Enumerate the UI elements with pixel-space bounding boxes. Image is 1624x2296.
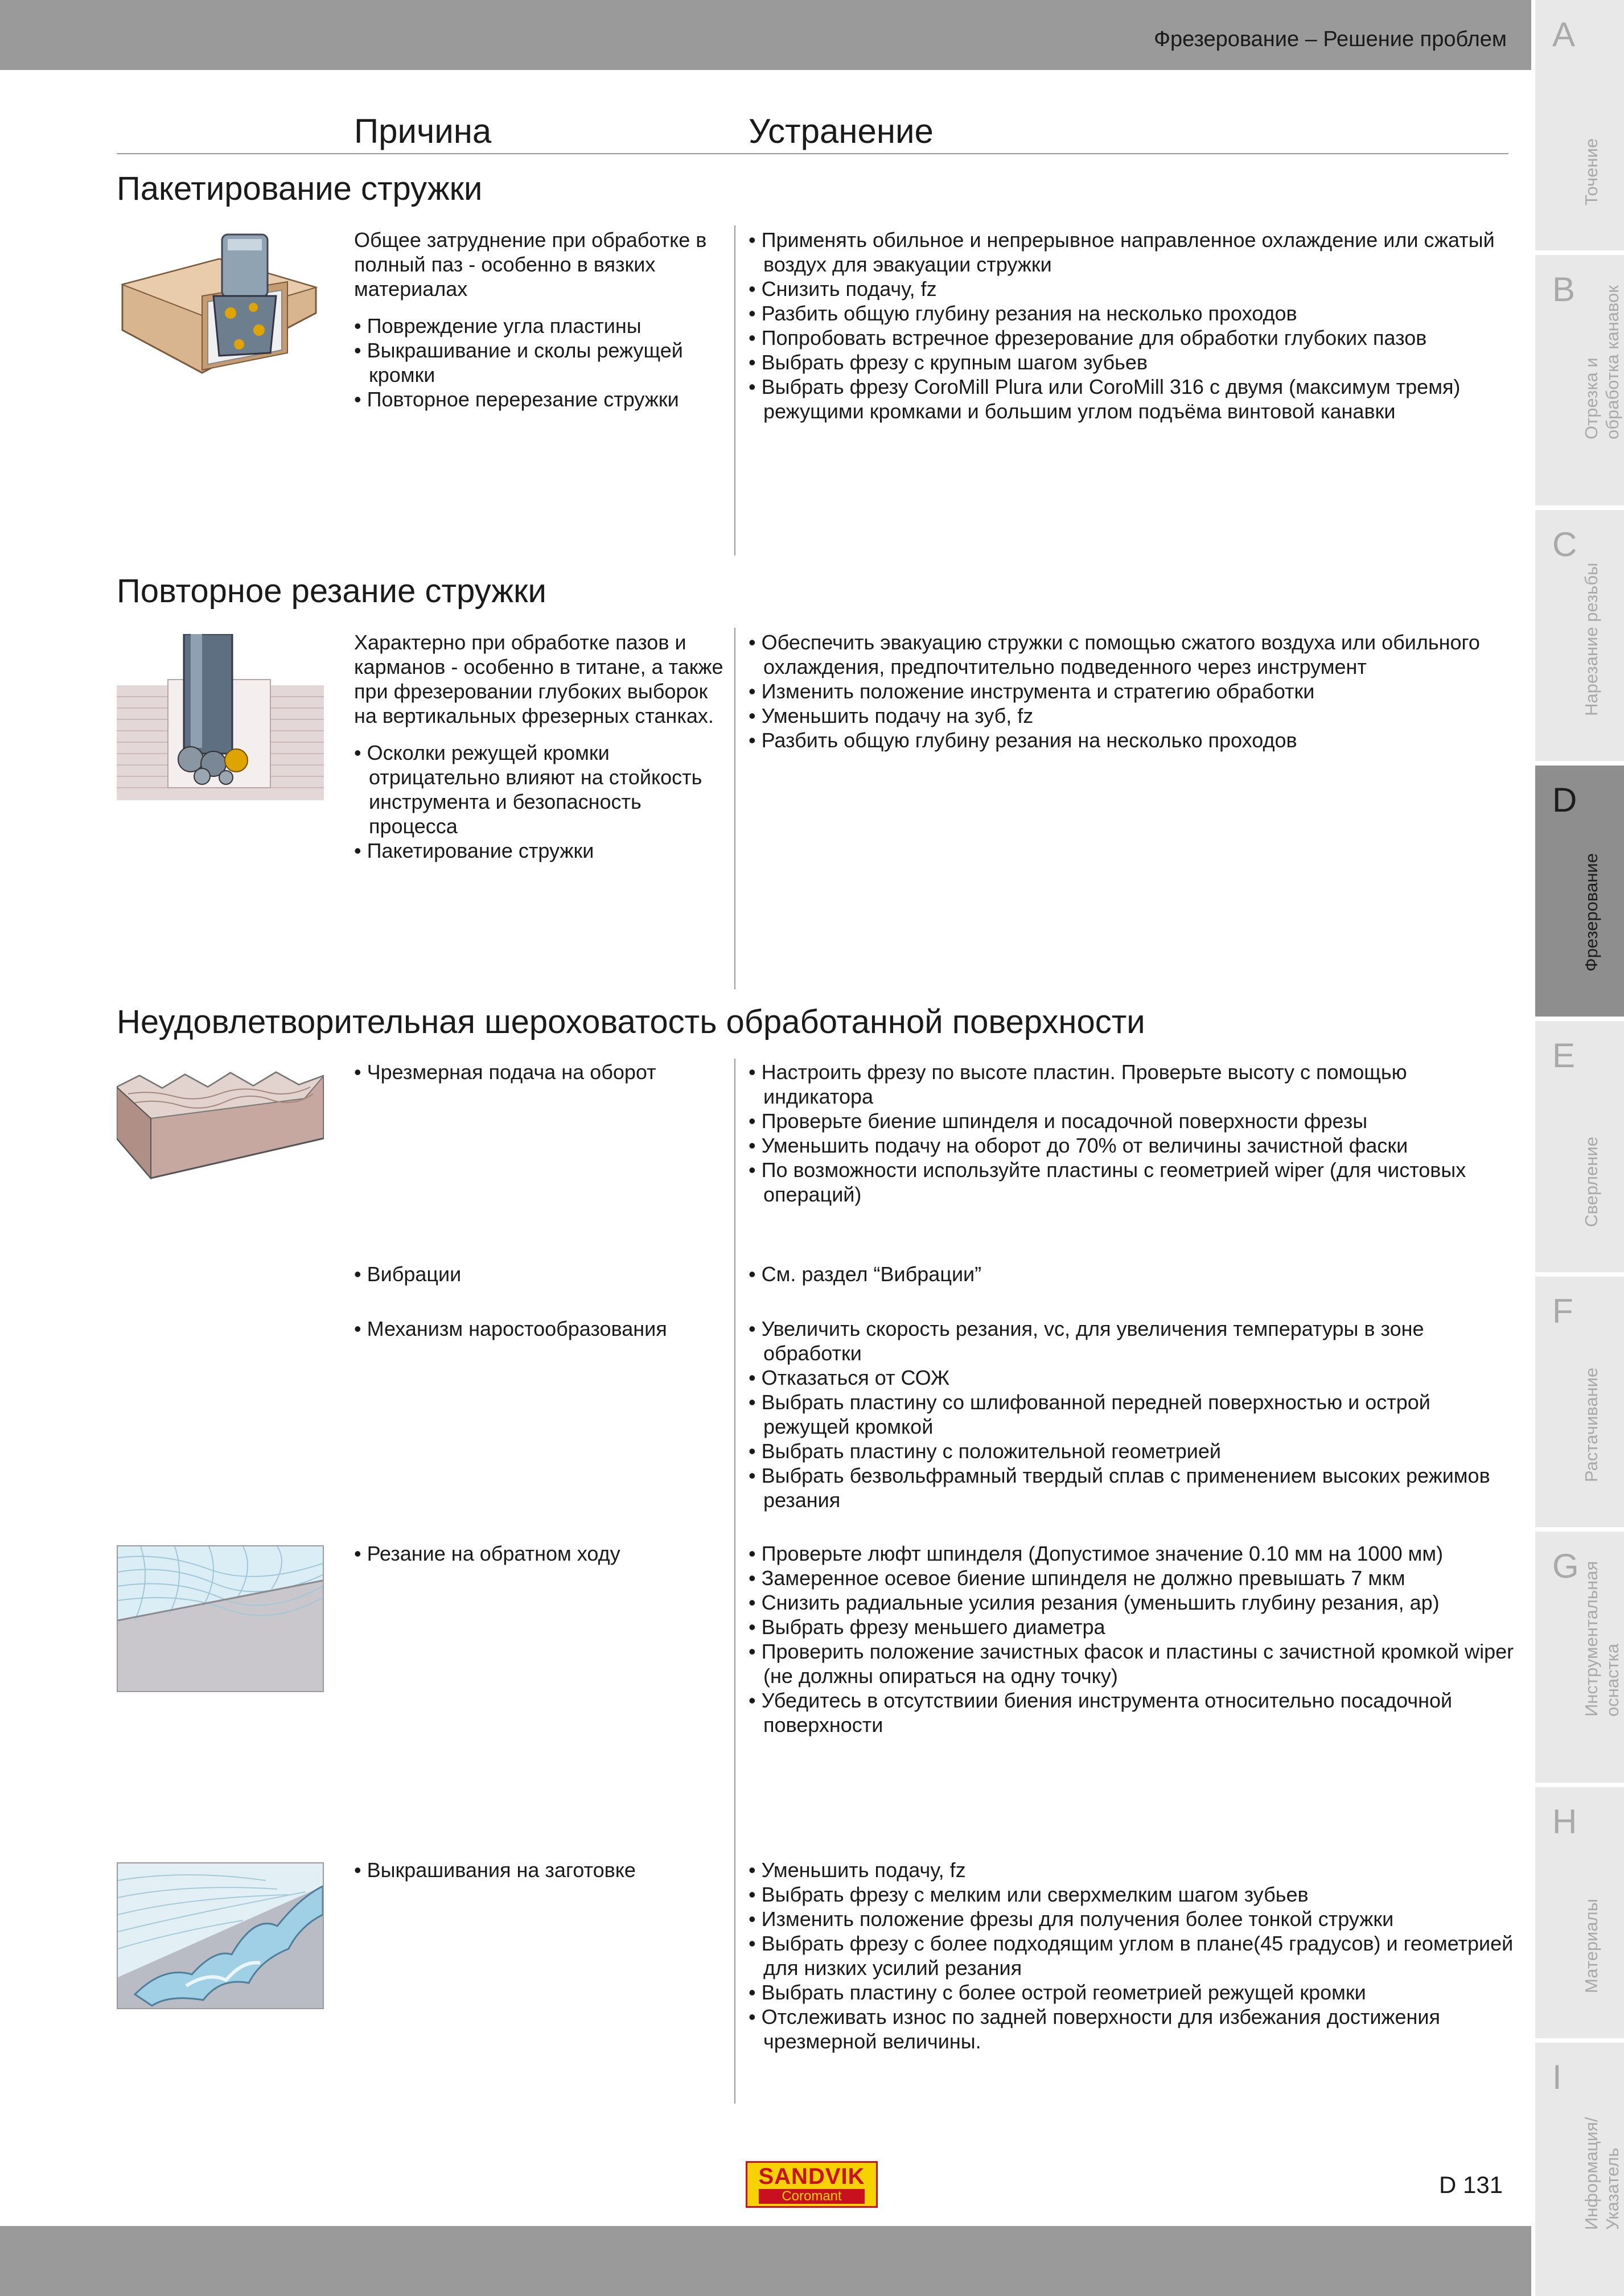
remedy-block	[749, 228, 1514, 423]
cause-bullets	[354, 1858, 724, 1882]
list-item: • Проверить положение зачистных фасок и пластины с зачистной кромкой wiper (не должны опираться на одну точку)	[749, 1639, 1514, 1688]
list-item: • По возможности используйте пластины с геометрией wiper (для чистовых операций)	[749, 1158, 1514, 1207]
sandvik-coromant-logo	[746, 2161, 878, 2208]
side-tab-label: Материалы	[1581, 1899, 1601, 1993]
header-divider	[117, 153, 1508, 154]
list-item: • Выбрать фрезу CoroMill Plura или CoroMill 316 с двумя (максимум тремя) режущими кромками и большим углом подъёма винтовой канавки	[749, 375, 1514, 423]
remedy-block	[749, 1316, 1514, 1512]
footer-bar	[0, 2226, 1531, 2296]
list-item: • Отказаться от СОЖ	[749, 1365, 1514, 1390]
list-item: • Убедитесь в отсутствиии биения инструмента относительно посадочной поверхности	[749, 1688, 1514, 1737]
list-item: • Выбрать пластину с положительной геометрией	[749, 1439, 1514, 1463]
list-item: • Проверьте люфт шпинделя (Допустимое значение 0.10 мм на 1000 мм)	[749, 1541, 1514, 1566]
list-item: • Выкрашивания на заготовке	[354, 1858, 724, 1882]
side-tab-h[interactable]	[1535, 1787, 1624, 2038]
chip-jamming-image	[117, 228, 324, 377]
side-tab-label: Информация/ Указатель	[1581, 2117, 1622, 2230]
cause-block	[354, 1541, 724, 1566]
side-tab-letter: F	[1552, 1292, 1573, 1330]
remedy-bullets	[749, 1316, 1514, 1512]
list-item: • Выкрашивание и сколы режущей кромки	[354, 338, 724, 387]
list-item: • Замеренное осевое биение шпинделя не должно превышать 7 мкм	[749, 1566, 1514, 1590]
list-item: • Снизить радиальные усилия резания (уменьшить глубину резания, ap)	[749, 1590, 1514, 1615]
list-item: • Выбрать пластину со шлифованной передней поверхностью и острой режущей кромкой	[749, 1390, 1514, 1439]
page-number: D 131	[1439, 2171, 1503, 2198]
remedy-bullets	[749, 1858, 1514, 2054]
cause-block	[354, 1316, 724, 1341]
side-tab-letter: C	[1552, 525, 1577, 563]
list-item: • Уменьшить подачу на оборот до 70% от величины зачистной фаски	[749, 1133, 1514, 1158]
side-tab-label: Инструментальная оснастка	[1581, 1561, 1622, 1717]
remedy-bullets	[749, 1262, 1514, 1286]
cause-description: Характерно при обработке пазов и карманов - особенно в титане, а также при фрезеровании глубоких выборок на вертикальных фрезерных станках.	[354, 631, 723, 727]
list-item: • Обеспечить эвакуацию стружки с помощью сжатого воздуха или обильного охлаждения, предпочтительно подведенного через инструмент	[749, 630, 1514, 679]
remedy-block	[749, 630, 1514, 752]
remedy-bullets	[749, 1541, 1514, 1737]
cause-block	[354, 1060, 724, 1084]
page-header-title: Фрезерование – Решение проблем	[1154, 27, 1507, 51]
column-divider	[734, 225, 735, 556]
list-item: • Снизить подачу, fz	[749, 277, 1514, 301]
cause-bullets	[354, 1316, 724, 1341]
logo-sub-text: Coromant	[759, 2189, 865, 2204]
side-tab-g[interactable]	[1535, 1532, 1624, 1783]
side-tab-label: Отрезка и обработка канавок	[1581, 285, 1622, 439]
list-item: • Повторное перерезание стружки	[354, 387, 724, 412]
side-tab-i[interactable]	[1535, 2043, 1624, 2296]
remedy-block	[749, 1541, 1514, 1737]
column-divider	[734, 628, 735, 989]
cause-block	[354, 228, 724, 412]
side-tab-d[interactable]	[1535, 766, 1624, 1017]
cause-bullets	[354, 1262, 724, 1286]
side-tab-letter: H	[1552, 1803, 1577, 1841]
section-title: Неудовлетворительная шероховатость обработанной поверхности	[117, 1003, 1145, 1040]
column-header-remedy: Устранение	[749, 112, 934, 150]
list-item: • Применять обильное и непрерывное направленное охлаждение или сжатый воздух для эвакуации стружки	[749, 228, 1514, 277]
list-item: • Механизм наростообразования	[354, 1316, 724, 1341]
list-item: • Разбить общую глубину резания на несколько проходов	[749, 728, 1514, 752]
side-tab-c[interactable]	[1535, 510, 1624, 761]
remedy-block	[749, 1262, 1514, 1286]
list-item: • Осколки режущей кромки отрицательно влияют на стойкость инструмента и безопасность процесса	[354, 740, 724, 838]
remedy-bullets	[749, 630, 1514, 752]
list-item: • Выбрать фрезу с более подходящим углом в плане(45 градусов) и геометрией для низких усилий резания	[749, 1931, 1514, 1980]
section-title: Повторное резание стружки	[117, 573, 546, 610]
list-item: • Пакетирование стружки	[354, 838, 724, 863]
list-item: • Выбрать фрезу с крупным шагом зубьев	[749, 350, 1514, 375]
side-tab-letter: G	[1552, 1547, 1579, 1585]
side-tab-label: Нарезание резьбы	[1581, 562, 1601, 716]
surface-roughness-image	[117, 1064, 324, 1181]
list-item: • Выбрать пластину с более острой геометрией режущей кромки	[749, 1980, 1514, 2005]
side-tab-letter: B	[1552, 270, 1576, 308]
side-tab-label: Растачивание	[1581, 1367, 1601, 1482]
list-item: • Настроить фрезу по высоте пластин. Проверьте высоту с помощью индикатора	[749, 1060, 1514, 1109]
side-tab-letter: A	[1552, 15, 1576, 54]
list-item: • Изменить положение фрезы для получения более тонкой стружки	[749, 1907, 1514, 1931]
side-tab-letter: D	[1552, 781, 1577, 819]
remedy-block	[749, 1060, 1514, 1207]
side-tab-b[interactable]	[1535, 255, 1624, 505]
list-item: • Попробовать встречное фрезерование для обработки глубоких пазов	[749, 326, 1514, 350]
list-item: • Выбрать фрезу с мелким или сверхмелким шагом зубьев	[749, 1882, 1514, 1907]
list-item: • Выбрать безвольфрамный твердый сплав с применением высоких режимов резания	[749, 1463, 1514, 1512]
chip-recutting-image	[117, 634, 324, 800]
cause-bullets	[354, 314, 724, 412]
remedy-bullets	[749, 1060, 1514, 1207]
back-cutting-image	[117, 1545, 324, 1692]
cause-block	[354, 1858, 724, 1882]
cause-bullets	[354, 1541, 724, 1566]
side-tab-a[interactable]	[1535, 0, 1624, 250]
cause-bullets	[354, 1060, 724, 1084]
cause-bullets	[354, 740, 724, 863]
column-header-cause: Причина	[354, 112, 492, 150]
side-tab-label: Фрезерование	[1581, 853, 1601, 972]
side-tab-letter: E	[1552, 1036, 1576, 1075]
logo-main-text: SANDVIK	[758, 2164, 865, 2189]
list-item: • Резание на обратном ходу	[354, 1541, 724, 1566]
list-item: • Вибрации	[354, 1262, 724, 1286]
list-item: • Разбить общую глубину резания на несколько проходов	[749, 301, 1514, 326]
cause-block	[354, 1262, 724, 1286]
list-item: • См. раздел “Вибрации”	[749, 1262, 1514, 1286]
header-bar	[0, 0, 1531, 70]
remedy-bullets	[749, 228, 1514, 423]
side-tab-f[interactable]	[1535, 1277, 1624, 1527]
remedy-block	[749, 1858, 1514, 2054]
cause-description: Общее затруднение при обработке в полный паз - особенно в вязких материалах	[354, 228, 707, 301]
list-item: • Проверьте биение шпинделя и посадочной поверхности фрезы	[749, 1109, 1514, 1133]
list-item: • Выбрать фрезу меньшего диаметра	[749, 1615, 1514, 1639]
list-item: • Повреждение угла пластины	[354, 314, 724, 338]
workpiece-chipping-image	[117, 1862, 324, 2009]
side-tab-label: Точение	[1581, 138, 1601, 205]
side-tab-e[interactable]	[1535, 1021, 1624, 1272]
list-item: • Увеличить скорость резания, vc, для увеличения температуры в зоне обработки	[749, 1316, 1514, 1365]
list-item: • Изменить положение инструмента и стратегию обработки	[749, 679, 1514, 703]
list-item: • Отслеживать износ по задней поверхности для избежания достижения чрезмерной величины.	[749, 2005, 1514, 2054]
section-title: Пакетирование стружки	[117, 170, 483, 207]
list-item: • Уменьшить подачу на зуб, fz	[749, 703, 1514, 728]
side-tab-letter: I	[1552, 2058, 1562, 2096]
column-divider	[734, 1059, 735, 2104]
cause-block	[354, 630, 724, 863]
list-item: • Чрезмерная подача на оборот	[354, 1060, 724, 1084]
list-item: • Уменьшить подачу, fz	[749, 1858, 1514, 1882]
side-tab-label: Сверление	[1581, 1137, 1601, 1227]
